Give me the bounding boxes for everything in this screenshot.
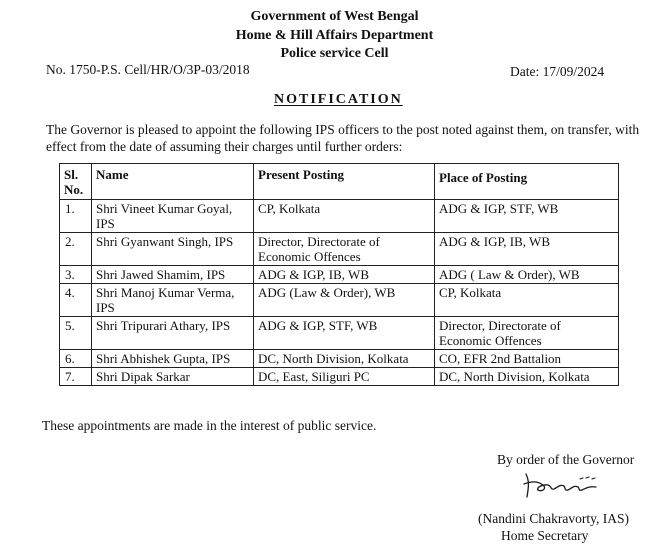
intro-line-1: The Governor is pleased to appoint the following IPS officers to the post noted against them, on transfer, with: [46, 122, 640, 137]
name-cell: [92, 200, 254, 233]
place-of-posting-cell: [435, 368, 619, 386]
name-cell-text: IPS: [96, 300, 115, 315]
present-posting-cell-text: ADG & IGP, IB, WB: [258, 267, 369, 282]
name-cell-text: Shri Jawed Shamim, IPS: [96, 267, 226, 282]
place-of-posting-cell-text: ADG & IGP, STF, WB: [439, 201, 559, 216]
notification-title: NOTIFICATION: [274, 92, 403, 107]
present-posting-cell-text: Economic Offences: [258, 249, 361, 264]
table-row: [60, 317, 619, 350]
present-posting-cell-text: DC, East, Siliguri PC: [258, 369, 370, 384]
col-header-name: Name: [92, 164, 254, 200]
sl-cell-text: 5.: [65, 318, 75, 333]
sl-cell-text: 3.: [65, 267, 75, 282]
table-row: [60, 368, 619, 386]
sl-cell: [60, 233, 92, 266]
name-cell: [92, 317, 254, 350]
present-posting-cell-text: ADG & IGP, STF, WB: [258, 318, 378, 333]
name-cell: [92, 284, 254, 317]
sl-cell-text: 6.: [65, 351, 75, 366]
sl-cell: [60, 317, 92, 350]
sl-cell-text: 2.: [65, 234, 75, 249]
intro-line-2: effect from the date of assuming their charges until further orders:: [46, 139, 403, 154]
notification-date: Date: 17/09/2024: [510, 64, 605, 79]
handwritten-signature: [520, 470, 610, 500]
place-of-posting-cell-text: ADG ( Law & Order), WB: [439, 267, 580, 282]
present-posting-cell-text: DC, North Division, Kolkata: [258, 351, 409, 366]
header-cell: Police service Cell: [280, 46, 389, 61]
place-of-posting-cell: [435, 266, 619, 284]
name-cell-text: Shri Vineet Kumar Goyal,: [96, 201, 233, 216]
present-posting-cell: [254, 368, 435, 386]
name-cell-text: Shri Abhishek Gupta, IPS: [96, 351, 231, 366]
name-cell: [92, 350, 254, 368]
place-of-posting-cell: [435, 233, 619, 266]
place-of-posting-cell: [435, 317, 619, 350]
table-row: [60, 233, 619, 266]
by-order-line: By order of the Governor: [497, 452, 635, 467]
sl-cell: [60, 350, 92, 368]
place-of-posting-cell-text: CP, Kolkata: [439, 285, 502, 300]
header-government: Government of West Bengal: [250, 9, 419, 24]
table-row: [60, 266, 619, 284]
sl-cell-text: 4.: [65, 285, 75, 300]
place-of-posting-cell-text: Economic Offences: [439, 333, 542, 348]
sl-cell-text: 7.: [65, 369, 75, 384]
col-header-present-posting: Present Posting: [254, 164, 435, 200]
place-of-posting-cell-text: DC, North Division, Kolkata: [439, 369, 590, 384]
sl-cell-text: 1.: [65, 201, 75, 216]
header-department: Home & Hill Affairs Department: [235, 28, 434, 43]
signatory-name: (Nandini Chakravorty, IAS): [478, 511, 629, 526]
name-cell-text: Shri Dipak Sarkar: [96, 369, 190, 384]
col-header-place-of-posting: Place of Posting: [435, 164, 619, 200]
sl-cell: [60, 200, 92, 233]
sl-cell: [60, 284, 92, 317]
closing-statement: These appointments are made in the interest of public service.: [42, 418, 377, 433]
reference-number: No. 1750-P.S. Cell/HR/O/3P-03/2018: [46, 62, 250, 77]
posting-table: [59, 163, 619, 386]
present-posting-cell: [254, 317, 435, 350]
col-header-sl: [60, 164, 92, 200]
name-cell: [92, 266, 254, 284]
place-of-posting-cell-text: ADG & IGP, IB, WB: [439, 234, 550, 249]
present-posting-cell-text: CP, Kolkata: [258, 201, 321, 216]
present-posting-cell-text: Director, Directorate of: [258, 234, 380, 249]
table-row: [60, 284, 619, 317]
name-cell-text: IPS: [96, 216, 115, 231]
place-of-posting-cell-text: CO, EFR 2nd Battalion: [439, 351, 562, 366]
name-cell: [92, 368, 254, 386]
present-posting-cell-text: ADG (Law & Order), WB: [258, 285, 396, 300]
present-posting-cell: [254, 266, 435, 284]
place-of-posting-cell-text: Director, Directorate of: [439, 318, 561, 333]
sl-cell: [60, 266, 92, 284]
table-row: [60, 200, 619, 233]
name-cell-text: Shri Manoj Kumar Verma,: [96, 285, 235, 300]
col-header-sl-line1: Sl.: [64, 167, 79, 182]
place-of-posting-cell: [435, 200, 619, 233]
present-posting-cell: [254, 350, 435, 368]
signatory-designation: Home Secretary: [501, 528, 589, 543]
present-posting-cell: [254, 200, 435, 233]
col-header-sl-line2: No.: [64, 182, 84, 197]
place-of-posting-cell: [435, 284, 619, 317]
name-cell: [92, 233, 254, 266]
sl-cell: [60, 368, 92, 386]
name-cell-text: Shri Tripurari Athary, IPS: [96, 318, 231, 333]
table-row: [60, 350, 619, 368]
place-of-posting-cell: [435, 350, 619, 368]
name-cell-text: Shri Gyanwant Singh, IPS: [96, 234, 234, 249]
present-posting-cell: [254, 284, 435, 317]
table-header-row: [60, 164, 619, 200]
present-posting-cell: [254, 233, 435, 266]
